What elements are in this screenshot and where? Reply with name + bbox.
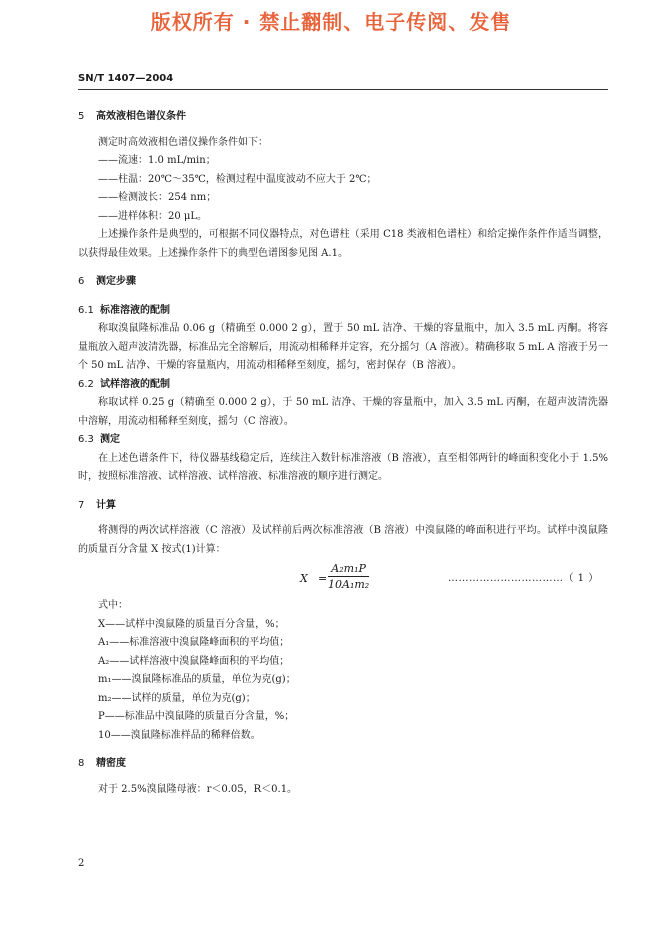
subsection-title: 标准溶液的配制: [100, 304, 170, 316]
equation-number: ……………………………（ 1 ）: [448, 573, 599, 584]
list-item: ——检测波长：254 nm；: [98, 192, 217, 203]
formula-1: [78, 559, 608, 597]
definition-item: 10——溴鼠隆标准样品的稀释倍数。: [98, 729, 261, 741]
subsection-6-2-heading: [78, 376, 608, 395]
formula-numerator: A₂m₁P: [328, 561, 369, 577]
header-rule: [78, 89, 608, 90]
section-number: 8: [78, 758, 85, 769]
subsection-title: 试样溶液的配制: [100, 378, 170, 390]
subsection-title: 测定: [100, 434, 120, 445]
definition-item: X——试样中溴鼠隆的质量百分含量，%；: [98, 618, 285, 630]
subsection-6-3-heading: [78, 431, 608, 450]
section-number: 5: [78, 111, 85, 122]
subsection-number: 6.1: [78, 304, 94, 316]
section-6-heading: [78, 273, 608, 292]
where-label: 式中：: [98, 600, 128, 611]
watermark: 版权所有 · 禁止翻制、电子传阅、发售: [150, 10, 512, 34]
subsection-number: 6.3: [78, 434, 94, 445]
standard-code: SN/T 1407—2004: [78, 73, 174, 84]
subsection-6-1-heading: [78, 302, 608, 321]
formula-equals: =: [318, 572, 328, 585]
paragraph: 称取试样 0.25 g（精确至 0.000 2 g），于 50 mL 洁净、干燥的容量瓶中，加入 3.5 mL 丙酮，在超声波清洗器中溶解，用流动相稀释至刻度，摇匀（C 溶液）。: [78, 397, 608, 427]
section-title: 计算: [96, 499, 116, 511]
section-number: 6: [78, 276, 85, 287]
formula-denominator: 10A₁m₂: [328, 578, 370, 591]
paragraph: 在上述色谱条件下，待仪器基线稳定后，连续注入数针标准溶液（B 溶液），直至相邻两针的峰面积变化小于 1.5%时，按照标准溶液、试样溶液、试样溶液、标准溶液的顺序进行测定。: [78, 452, 608, 482]
section-title: 高效液相色谱仪条件: [96, 111, 186, 122]
list-item: ——流速：1.0 mL/min；: [98, 155, 216, 166]
section-number: 7: [78, 499, 85, 511]
paragraph: 测定时高效液相色谱仪操作条件如下：: [98, 136, 268, 148]
section-7-heading: [78, 497, 608, 516]
paragraph: 上述操作条件是典型的，可根据不同仪器特点，对色谱柱（采用 C18 类液相色谱柱）和给定操作条件作适当调整，以获得最佳效果。上述操作条件下的典型色谱图参见图 A.1。: [78, 229, 608, 259]
section-8-heading: [78, 755, 608, 774]
paragraph: 称取溴鼠隆标准品 0.06 g（精确至 0.000 2 g），置于 50 mL 洁净、干燥的容量瓶中，加入 3.5 mL 丙酮。将容量瓶放入超声波清洗器，标准品完全溶解后，用流动相稀释并定容，充分摇匀（A 溶液）。精确移取 5 mL A 溶液于另一个 50 mL 洁净、干燥的容量瓶内，用流动相稀释至刻度，摇匀，密封保存（B 溶液）。: [78, 323, 608, 371]
paragraph: 将测得的两次试样溶液（C 溶液）及试样前后两次标准溶液（B 溶液）中溴鼠隆的峰面积进行平均。试样中溴鼠隆的质量百分含量 X 按式(1)计算：: [78, 525, 608, 555]
definition-item: P——标准品中溴鼠隆的质量百分含量，%；: [98, 711, 295, 722]
section-5-heading: [78, 108, 608, 127]
list-item: ——柱温：20℃～35℃，检测过程中温度波动不应大于 2℃；: [98, 173, 377, 185]
variable-definitions: [78, 616, 608, 746]
section-title: 测定步骤: [96, 276, 136, 287]
section-title: 精密度: [96, 758, 126, 769]
definition-item: m₁——溴鼠隆标准品的质量，单位为克(g)；: [98, 674, 296, 685]
paragraph: 对于 2.5%溴鼠隆母液：r＜0.05，R＜0.1。: [98, 783, 298, 795]
definition-item: A₁——标准溶液中溴鼠隆峰面积的平均值；: [98, 637, 290, 648]
document-body: [78, 108, 608, 799]
definition-item: A₂——试样溶液中溴鼠隆峰面积的平均值；: [98, 655, 290, 667]
subsection-number: 6.2: [78, 378, 94, 390]
list-item: ——进样体积：20 μL。: [98, 210, 208, 222]
formula-fraction: [328, 561, 369, 592]
formula-lhs: X: [300, 572, 308, 585]
definition-item: m₂——试样的质量，单位为克(g)；: [98, 692, 256, 704]
page-number: 2: [78, 858, 85, 869]
